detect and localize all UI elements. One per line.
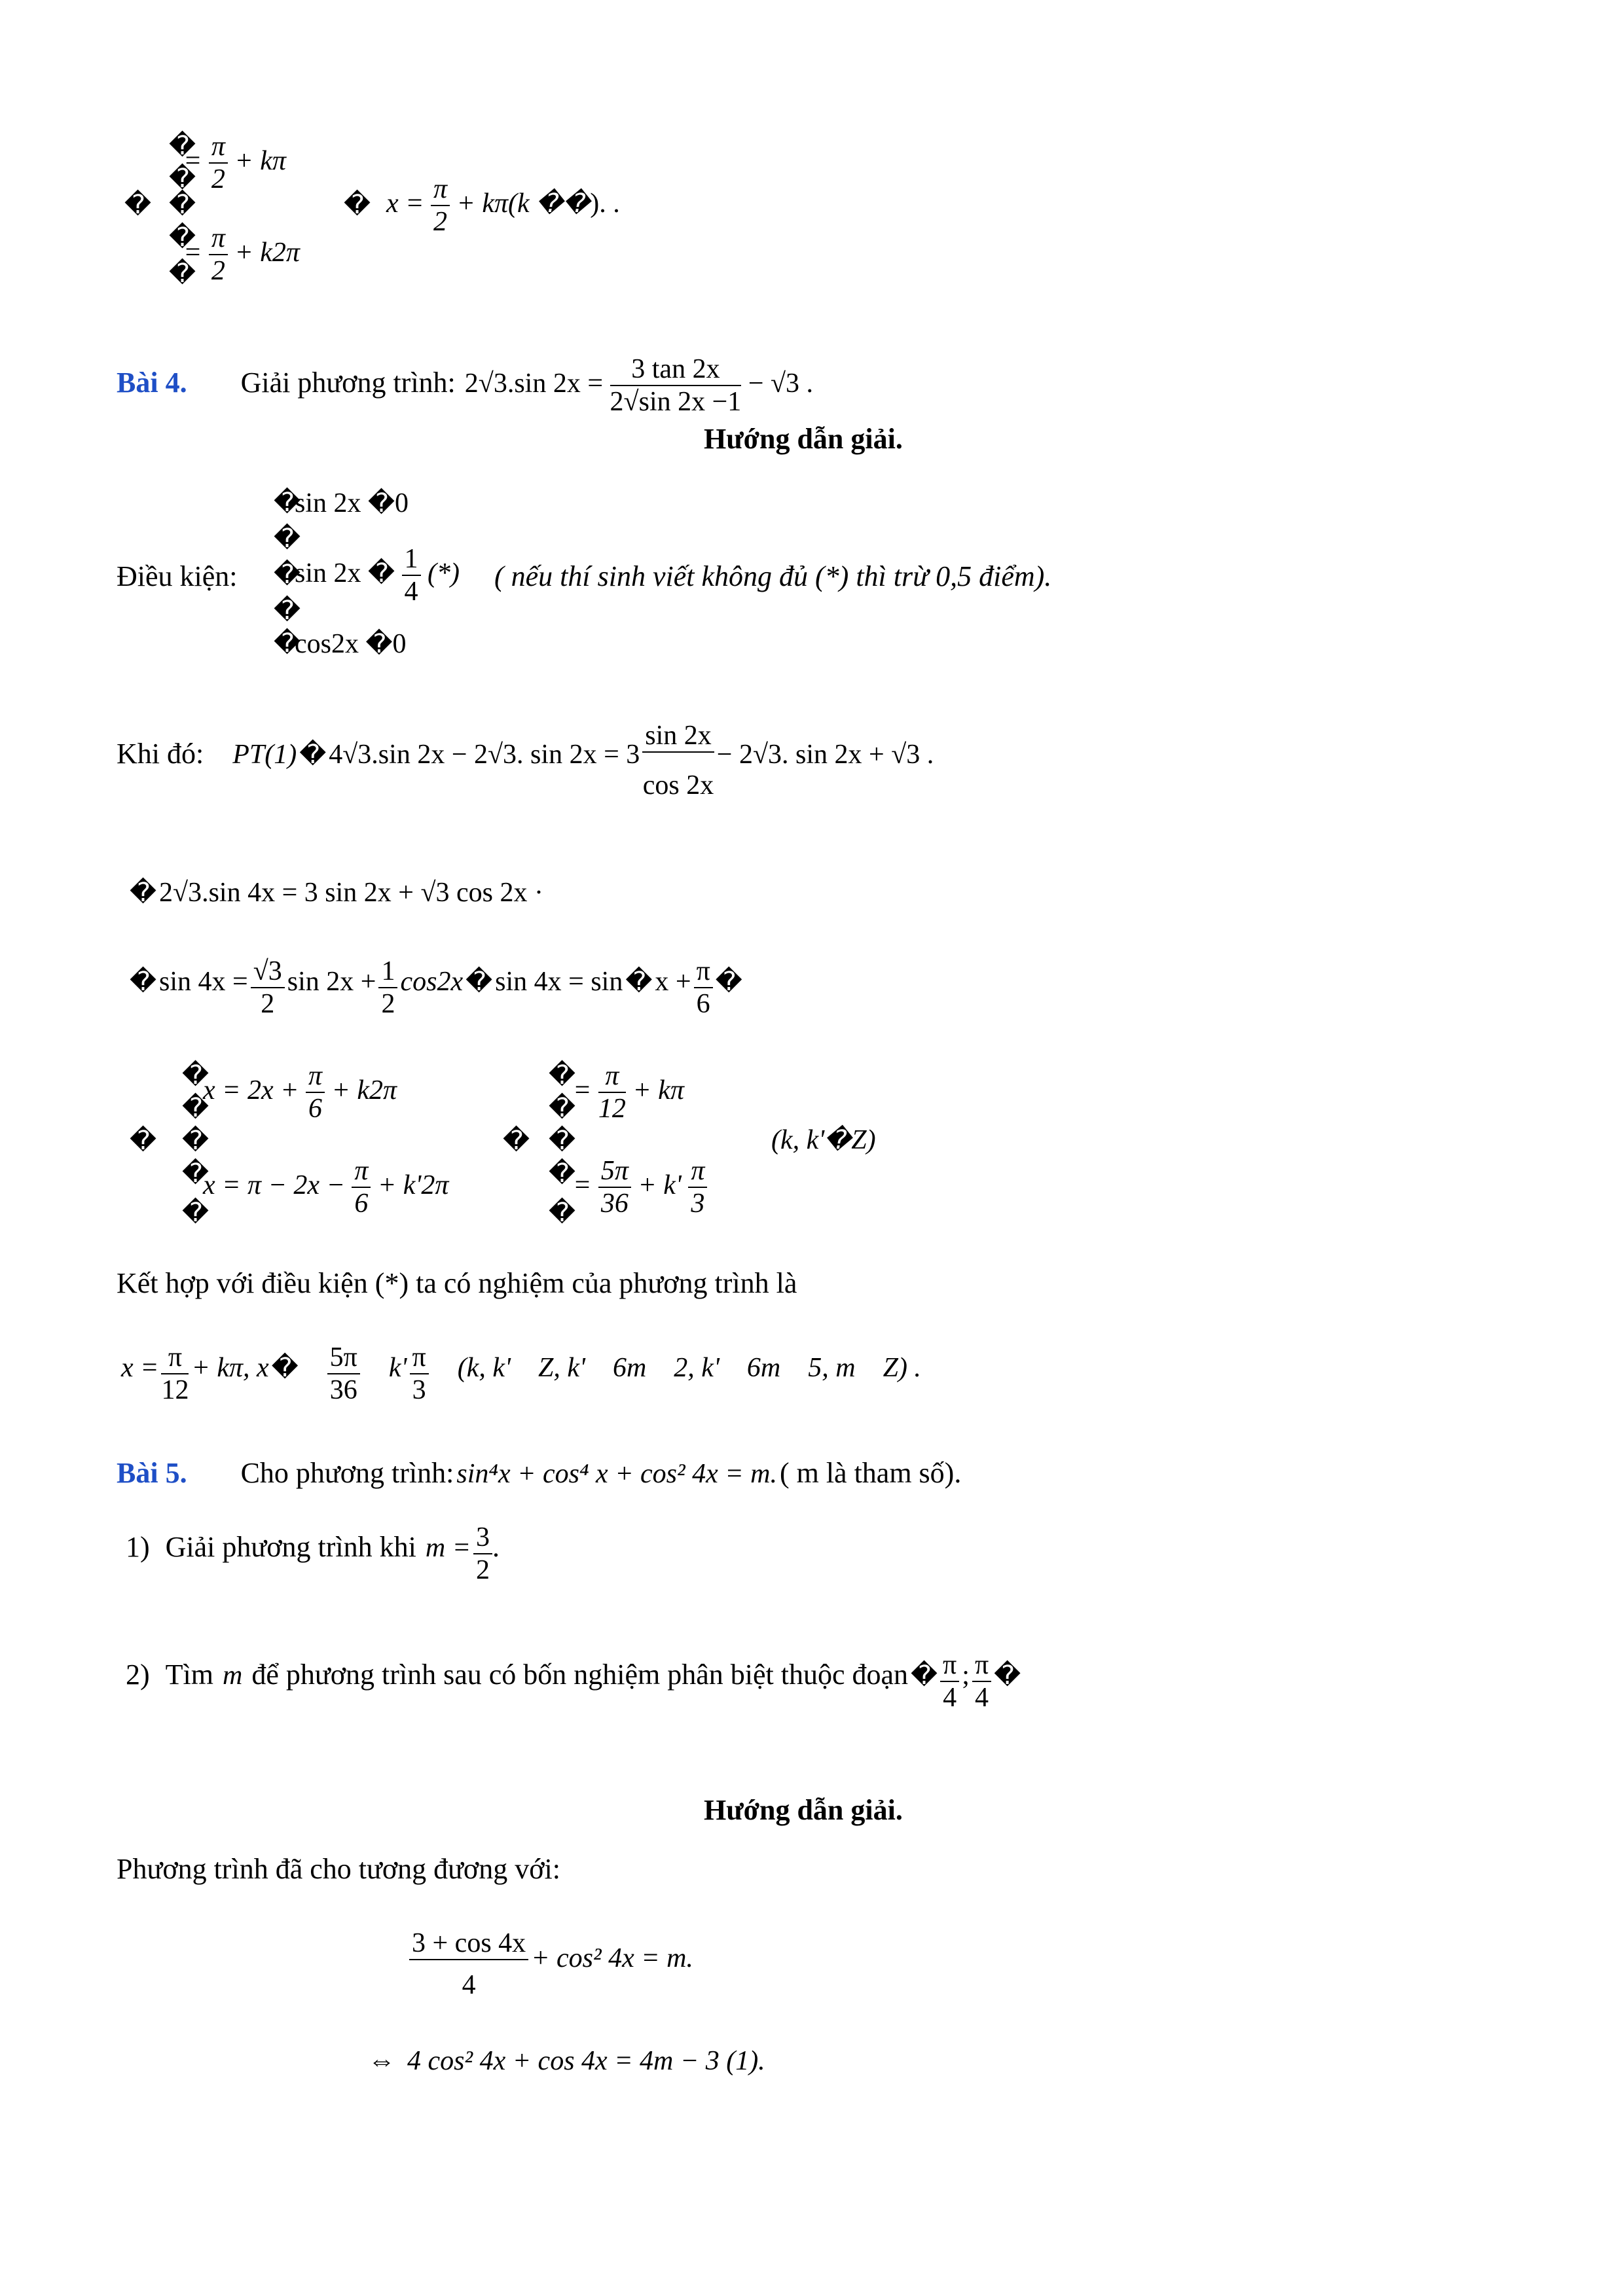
bai4-guide-title: Hướng dẫn giải. <box>704 423 903 455</box>
system-row-2: = $\frac{\pi}{2}$ + k2π <box>183 223 300 287</box>
bai5-guide-title: Hướng dẫn giải. <box>704 1794 903 1826</box>
bai5-item-2: 2) Tìm m để phương trình sau có bốn nghiệm phân biệt thuộc đoạn � $\frac{\pi}{4}$ ; $\frac{\pi}{4}$ � <box>126 1650 1021 1713</box>
brace-glyph: � <box>549 1060 576 1090</box>
sys-right-row-2: = $\frac{5\pi}{36}$ + k' $\frac{\pi}{3}$ <box>573 1155 707 1220</box>
broken-glyph: � <box>169 164 196 194</box>
bai4-label: Bài 4. <box>117 366 187 399</box>
condition-note: ( nếu thí sinh viết không đủ (*) thì trừ 0,5 điểm). <box>494 560 1052 592</box>
bai5-label: Bài 5. <box>117 1457 187 1489</box>
brace-glyph: � <box>182 1158 210 1189</box>
bai4-step-2: � 2√3.sin 4x = 3 sin 2x + √3 cos 2x · <box>130 878 543 908</box>
brace-glyph: � <box>182 1060 210 1090</box>
bai5-prompt: Cho phương trình: <box>240 1457 454 1489</box>
brace-glyph: � <box>549 1198 576 1228</box>
broken-glyph: � <box>169 223 196 253</box>
broken-glyph: � <box>169 131 196 161</box>
sys-left-row-2: x = π − 2x − $\frac{\pi}{6}$ + k'2π <box>203 1156 449 1219</box>
brace-glyph: � <box>549 1126 576 1156</box>
bai5-item-1: 1) Giải phương trình khi m = $\frac{3}{2}$ . <box>126 1522 500 1586</box>
broken-glyph: � <box>344 190 371 220</box>
broken-glyph: � <box>169 259 196 289</box>
brace-glyph: � <box>274 596 301 626</box>
bai4-prompt: Giải phương trình: <box>240 366 456 399</box>
system-row-1: = $\frac{\pi}{2}$ + kπ <box>183 132 286 195</box>
bai5-heading <box>117 1456 961 1490</box>
brace-glyph: � <box>549 1158 576 1189</box>
condition-1: sin 2x �0 <box>295 488 409 518</box>
bai4-khi-do-line: Khi đó: PT(1) � 4√3.sin 2x − 2√3. sin 2x = 3 $\frac{\sin 2x}{\cos 2x}$ − 2√3. sin 2x + √3 . <box>117 721 934 801</box>
combine-text: Kết hợp với điều kiện (*) ta có nghiệm của phương trình là <box>117 1267 797 1299</box>
condition-label: Điều kiện: <box>117 560 238 592</box>
bai4-step-3: � sin 4x = $\frac{√3}{2}$ sin 2x + $\frac{1}{2}$ cos2x � sin 4x = sin � x + $\frac{\pi}{6}$ � <box>130 956 742 1020</box>
brace-glyph: � <box>549 1093 576 1123</box>
sys-params: (k, k'�Z) <box>771 1125 876 1155</box>
brace-glyph: � <box>274 524 301 554</box>
brace-glyph: � <box>182 1126 210 1156</box>
brace-glyph: � <box>182 1198 210 1228</box>
broken-glyph: � <box>503 1126 530 1156</box>
final-solution: x = $\frac{\pi}{12}$ + kπ, x � $\frac{5\pi}{36}$ k' $\frac{\pi}{3}$ (k, k' Z, k' 6m 2, k' 6m 5, m Z) . <box>121 1342 921 1406</box>
brace-glyph: � <box>274 628 301 658</box>
bai5-equation-1: $\frac{3 + \cos 4x}{4}$ + cos² 4x = m. <box>409 1928 693 2001</box>
sys-right-row-1: = $\frac{\pi}{12}$ + kπ <box>573 1061 684 1124</box>
brace-glyph: � <box>274 488 301 518</box>
system-result: x = $\frac{\pi}{2}$ + kπ(k ��). . <box>386 174 620 238</box>
sys-left-row-1: x = 2x + $\frac{\pi}{6}$ + k2π <box>203 1061 397 1124</box>
brace-glyph: � <box>182 1093 210 1123</box>
bai5-equiv-text: Phương trình đã cho tương đương với: <box>117 1853 560 1885</box>
bai4-heading <box>117 353 813 418</box>
broken-glyph: � <box>130 1126 157 1156</box>
broken-glyph: � <box>169 190 196 220</box>
broken-glyph: � <box>124 190 152 220</box>
bai5-param-note: ( m là tham số). <box>779 1457 962 1489</box>
condition-2: sin 2x � $\frac{1}{4}$ (*) <box>295 544 460 607</box>
khi-do-label: Khi đó: <box>117 737 204 770</box>
bai5-equation-2: ⇔ 4 cos² 4x + cos 4x = 4m − 3 (1). <box>368 2046 765 2076</box>
condition-3: cos2x �0 <box>295 629 407 659</box>
bai4-equation: 2√3.sin 2x = $\frac{3 \tan 2x}{2√\sin 2x -1}$ − √3 . <box>464 354 814 418</box>
brace-glyph: � <box>274 560 301 590</box>
bai5-equation: sin⁴x + cos⁴ x + cos² 4x = m. <box>456 1459 777 1489</box>
